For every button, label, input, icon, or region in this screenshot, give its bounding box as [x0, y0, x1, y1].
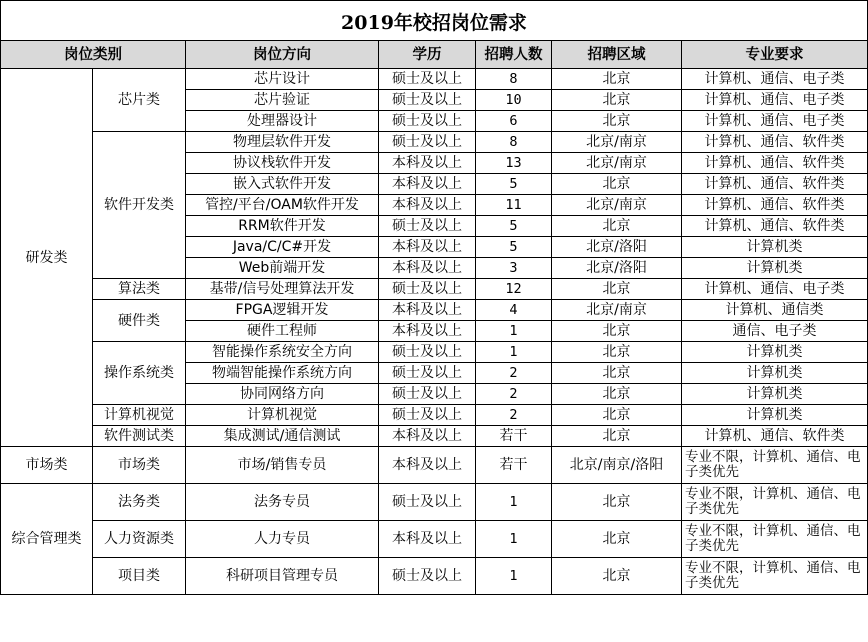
headcount-cell[interactable]: 11 [476, 195, 552, 216]
education-cell[interactable]: 本科及以上 [379, 153, 476, 174]
header-category[interactable]: 岗位类别 [1, 41, 186, 69]
headcount-cell[interactable]: 3 [476, 258, 552, 279]
headcount-cell[interactable]: 1 [476, 558, 552, 595]
headcount-cell[interactable]: 1 [476, 484, 552, 521]
header-major[interactable]: 专业要求 [682, 41, 868, 69]
major-cell[interactable]: 计算机类 [682, 258, 868, 279]
headcount-cell[interactable]: 若干 [476, 447, 552, 484]
headcount-cell[interactable]: 6 [476, 111, 552, 132]
direction-cell[interactable]: 物端智能操作系统方向 [186, 363, 379, 384]
direction-cell[interactable]: 基带/信号处理算法开发 [186, 279, 379, 300]
direction-cell[interactable]: 法务专员 [186, 484, 379, 521]
region-cell[interactable]: 北京 [552, 174, 682, 195]
region-cell[interactable]: 北京 [552, 69, 682, 90]
region-cell[interactable]: 北京 [552, 111, 682, 132]
table-row [1, 426, 868, 447]
education-cell[interactable]: 硕士及以上 [379, 484, 476, 521]
major-cell[interactable]: 计算机、通信、软件类 [682, 216, 868, 237]
table-row [1, 279, 868, 300]
major-cell[interactable]: 专业不限，计算机、通信、电子类优先 [682, 484, 868, 521]
table-row [1, 558, 868, 595]
group-cell-market[interactable]: 市场类 [1, 447, 93, 484]
table-row [1, 484, 868, 521]
headcount-cell[interactable]: 2 [476, 363, 552, 384]
education-cell[interactable]: 本科及以上 [379, 521, 476, 558]
headcount-cell[interactable]: 1 [476, 521, 552, 558]
direction-cell[interactable]: Java/C/C#开发 [186, 237, 379, 258]
major-cell[interactable]: 计算机、通信、电子类 [682, 90, 868, 111]
direction-cell[interactable]: 计算机视觉 [186, 405, 379, 426]
education-cell[interactable]: 硕士及以上 [379, 279, 476, 300]
group-cell-rd[interactable]: 研发类 [1, 69, 93, 447]
education-cell[interactable]: 硕士及以上 [379, 384, 476, 405]
education-cell[interactable]: 本科及以上 [379, 426, 476, 447]
subgroup-cell-algorithm[interactable]: 算法类 [93, 279, 186, 300]
direction-cell[interactable]: 市场/销售专员 [186, 447, 379, 484]
headcount-cell[interactable]: 5 [476, 237, 552, 258]
education-cell[interactable]: 硕士及以上 [379, 558, 476, 595]
headcount-cell[interactable]: 12 [476, 279, 552, 300]
table-row [1, 521, 868, 558]
group-cell-admin[interactable]: 综合管理类 [1, 484, 93, 595]
major-cell[interactable]: 计算机、通信、软件类 [682, 195, 868, 216]
headcount-cell[interactable]: 10 [476, 90, 552, 111]
major-cell[interactable]: 计算机、通信、电子类 [682, 279, 868, 300]
region-cell[interactable]: 北京 [552, 521, 682, 558]
education-cell[interactable]: 硕士及以上 [379, 132, 476, 153]
major-cell[interactable]: 计算机类 [682, 405, 868, 426]
direction-cell[interactable]: 芯片验证 [186, 90, 379, 111]
headcount-cell[interactable]: 13 [476, 153, 552, 174]
major-cell[interactable]: 专业不限，计算机、通信、电子类优先 [682, 447, 868, 484]
direction-cell[interactable]: 协议栈软件开发 [186, 153, 379, 174]
direction-cell[interactable]: 集成测试/通信测试 [186, 426, 379, 447]
education-cell[interactable]: 本科及以上 [379, 321, 476, 342]
header-row [1, 41, 868, 69]
major-cell[interactable]: 通信、电子类 [682, 321, 868, 342]
subgroup-cell-cv[interactable]: 计算机视觉 [93, 405, 186, 426]
headcount-cell[interactable]: 1 [476, 342, 552, 363]
region-cell[interactable]: 北京/南京/洛阳 [552, 447, 682, 484]
region-cell[interactable]: 北京 [552, 216, 682, 237]
major-cell[interactable]: 计算机、通信、软件类 [682, 426, 868, 447]
subgroup-cell-legal[interactable]: 法务类 [93, 484, 186, 521]
direction-cell[interactable]: 嵌入式软件开发 [186, 174, 379, 195]
direction-cell[interactable]: Web前端开发 [186, 258, 379, 279]
table-row [1, 447, 868, 484]
region-cell[interactable]: 北京 [552, 405, 682, 426]
education-cell[interactable]: 硕士及以上 [379, 90, 476, 111]
education-cell[interactable]: 本科及以上 [379, 237, 476, 258]
major-cell[interactable]: 专业不限，计算机、通信、电子类优先 [682, 521, 868, 558]
major-cell[interactable]: 计算机类 [682, 384, 868, 405]
table-row [1, 300, 868, 321]
direction-cell[interactable]: 芯片设计 [186, 69, 379, 90]
major-cell[interactable]: 计算机类 [682, 342, 868, 363]
table-row [1, 132, 868, 153]
region-cell[interactable]: 北京/南京 [552, 153, 682, 174]
education-cell[interactable]: 本科及以上 [379, 174, 476, 195]
headcount-cell[interactable]: 5 [476, 174, 552, 195]
subgroup-cell-software[interactable]: 软件开发类 [93, 132, 186, 279]
major-cell[interactable]: 计算机类 [682, 237, 868, 258]
header-direction[interactable]: 岗位方向 [186, 41, 379, 69]
headcount-cell[interactable]: 8 [476, 69, 552, 90]
education-cell[interactable]: 硕士及以上 [379, 342, 476, 363]
education-cell[interactable]: 本科及以上 [379, 195, 476, 216]
major-cell[interactable]: 计算机、通信、软件类 [682, 132, 868, 153]
subgroup-cell-hardware[interactable]: 硬件类 [93, 300, 186, 342]
direction-cell[interactable]: 协同网络方向 [186, 384, 379, 405]
region-cell[interactable]: 北京/南京 [552, 195, 682, 216]
region-cell[interactable]: 北京 [552, 363, 682, 384]
education-cell[interactable]: 硕士及以上 [379, 363, 476, 384]
education-cell[interactable]: 本科及以上 [379, 258, 476, 279]
headcount-cell[interactable]: 4 [476, 300, 552, 321]
region-cell[interactable]: 北京 [552, 321, 682, 342]
table-row [1, 342, 868, 363]
header-headcount[interactable]: 招聘人数 [476, 41, 552, 69]
major-cell[interactable]: 计算机、通信、电子类 [682, 111, 868, 132]
region-cell[interactable]: 北京 [552, 342, 682, 363]
subgroup-cell-hr[interactable]: 人力资源类 [93, 521, 186, 558]
education-cell[interactable]: 本科及以上 [379, 300, 476, 321]
region-cell[interactable]: 北京/南京 [552, 132, 682, 153]
subgroup-cell-market[interactable]: 市场类 [93, 447, 186, 484]
job-requirements-table [0, 40, 868, 595]
education-cell[interactable]: 硕士及以上 [379, 216, 476, 237]
subgroup-cell-project[interactable]: 项目类 [93, 558, 186, 595]
major-cell[interactable]: 专业不限，计算机、通信、电子类优先 [682, 558, 868, 595]
headcount-cell[interactable]: 2 [476, 384, 552, 405]
region-cell[interactable]: 北京 [552, 426, 682, 447]
direction-cell[interactable]: 硬件工程师 [186, 321, 379, 342]
direction-cell[interactable]: 科研项目管理专员 [186, 558, 379, 595]
region-cell[interactable]: 北京 [552, 484, 682, 521]
header-education[interactable]: 学历 [379, 41, 476, 69]
major-cell[interactable]: 计算机、通信、软件类 [682, 174, 868, 195]
direction-cell[interactable]: 物理层软件开发 [186, 132, 379, 153]
region-cell[interactable]: 北京 [552, 90, 682, 111]
direction-cell[interactable]: RRM软件开发 [186, 216, 379, 237]
subgroup-cell-chip[interactable]: 芯片类 [93, 69, 186, 132]
headcount-cell[interactable]: 5 [476, 216, 552, 237]
major-cell[interactable]: 计算机、通信类 [682, 300, 868, 321]
header-region[interactable]: 招聘区域 [552, 41, 682, 69]
headcount-cell[interactable]: 8 [476, 132, 552, 153]
headcount-cell[interactable]: 1 [476, 321, 552, 342]
subgroup-cell-testing[interactable]: 软件测试类 [93, 426, 186, 447]
education-cell[interactable]: 本科及以上 [379, 447, 476, 484]
region-cell[interactable]: 北京 [552, 384, 682, 405]
direction-cell[interactable]: 人力专员 [186, 521, 379, 558]
region-cell[interactable]: 北京 [552, 279, 682, 300]
major-cell[interactable]: 计算机类 [682, 363, 868, 384]
headcount-cell[interactable]: 若干 [476, 426, 552, 447]
table-row [1, 69, 868, 90]
education-cell[interactable]: 硕士及以上 [379, 405, 476, 426]
major-cell[interactable]: 计算机、通信、软件类 [682, 153, 868, 174]
education-cell[interactable]: 硕士及以上 [379, 69, 476, 90]
region-cell[interactable]: 北京 [552, 558, 682, 595]
subgroup-cell-os[interactable]: 操作系统类 [93, 342, 186, 405]
direction-cell[interactable]: FPGA逻辑开发 [186, 300, 379, 321]
region-cell[interactable]: 北京/南京 [552, 300, 682, 321]
major-cell[interactable]: 计算机、通信、电子类 [682, 69, 868, 90]
direction-cell[interactable]: 管控/平台/OAM软件开发 [186, 195, 379, 216]
direction-cell[interactable]: 处理器设计 [186, 111, 379, 132]
region-cell[interactable]: 北京/洛阳 [552, 258, 682, 279]
headcount-cell[interactable]: 2 [476, 405, 552, 426]
table-title: 2019年校招岗位需求 [0, 0, 868, 41]
direction-cell[interactable]: 智能操作系统安全方向 [186, 342, 379, 363]
education-cell[interactable]: 硕士及以上 [379, 111, 476, 132]
table-row [1, 405, 868, 426]
region-cell[interactable]: 北京/洛阳 [552, 237, 682, 258]
